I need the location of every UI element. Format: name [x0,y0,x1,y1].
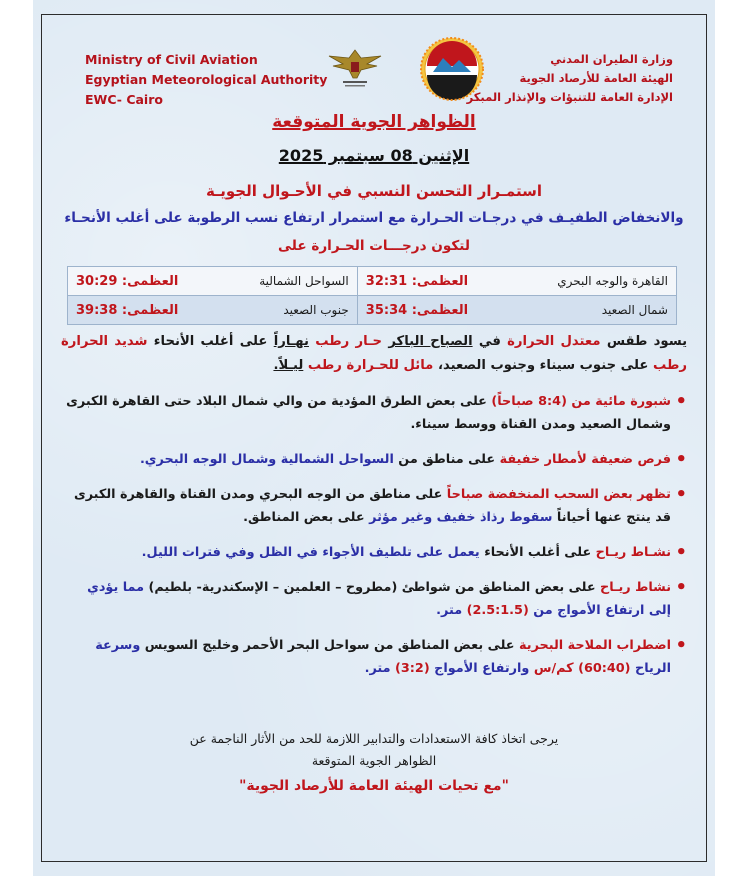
temp-value: 32:31 [365,273,408,289]
intro-paragraph: يسود طقس معتدل الحرارة في الصباح الباكر حـار رطب نهـاراً على أغلب الأنحاء شديد الحرارة رطب على جنوب سيناء وجنوب الصعيد، مائل للحـرارة رطب ليـلاً. [61,334,688,373]
bulletin-title: الظواهر الجوية المتوقعة [272,112,476,132]
left-margin [0,0,33,876]
temp-value: 35:34 [365,302,408,318]
department-ar: الإدارة العامة للتنبؤات والإنذار المبكر [466,90,673,104]
region-name: السواحل الشمالية [259,274,349,288]
temp-cell [68,267,358,296]
temp-cell [68,296,358,325]
list-item: • شبورة مائية من (8:4 صباحاً) على بعض الطرق المؤدية من والي شمال البلاد حتى القاهرة الكبرى وشمال الصعيد ومدن القناة ووسط سيناء. [61,390,687,436]
table-row [68,267,677,296]
temp-value: 30:29 [76,273,118,289]
closing-note: يرجى اتخاذ كافة الاستعدادات والتدابير اللازمة للحد من الأثار الناجمة عن الظواهر الجوية المتوقعة [189,731,559,768]
temperature-table [67,266,677,325]
bulletin-page [33,0,715,876]
region-name: القاهرة والوجه البحري [557,274,668,288]
header-english [85,50,327,110]
center-en: EWC- Cairo [85,92,163,107]
authority-greeting: "مع تحيات الهيئة العامة للأرصاد الجوية" [239,778,509,794]
list-item: • اضطراب الملاحة البحرية على بعض المناطق من سواحل البحر الأحمر وخليج السويس وسرعة الرياح (60:40) كم/س وارتفاع الأمواج (3:2) متر. [61,634,687,680]
bulletin-date: الإثنين 08 سبتمبر 2025 [278,146,470,165]
max-label: العظمى: [121,302,179,318]
list-item: • نشـاط ريـاح على أغلب الأنحاء يعمل على تلطيف الأجواء في الظل وفي فترات الليل. [61,541,687,564]
right-margin [715,0,750,876]
temp-value: 39:38 [76,302,118,318]
list-item: • فرص ضعيفة لأمطار خفيفة على مناطق من السواحل الشمالية وشمال الوجه البحري. [61,448,687,471]
headline-line-3: لتكون درجـــات الحـرارة على [278,238,470,254]
region-name: شمال الصعيد [601,303,668,317]
civil-aviation-logo-icon [325,44,385,92]
headline-line-2: والانخفاض الطفيـف في درجـات الحـرارة مع استمرار ارتفاع نسب الرطوبة على أغلب الأنحـاء [64,210,684,226]
max-label: العظمى: [411,273,469,289]
list-item: • تظهر بعض السحب المنخفضة صباحاً على مناطق من الوجه البحري ومدن القناة والقاهرة الكبرى قد ينتج عنها أحياناً سقوط رذاذ خفيف وغير مؤثر على بعض المناطق. [61,483,687,529]
max-label: العظمى: [121,273,179,289]
forecast-list [61,390,687,692]
ministry-en: Ministry of Civil Aviation [85,52,258,67]
temp-cell [357,267,676,296]
ministry-ar: وزارة الطيران المدني [550,52,673,66]
temp-cell [357,296,676,325]
headline-line-1: استمـرار التحسن النسبي في الأحـوال الجويـة [206,182,542,200]
region-name: جنوب الصعيد [283,303,349,317]
list-item: • نشاط ريـاح على بعض المناطق من شواطئ (مطروح – العلمين – الإسكندرية- بلطيم) مما يؤدي إلى ارتفاع الأمواج من (2.5:1.5) متر. [61,576,687,622]
authority-ar: الهيئة العامة للأرصاد الجوية [519,71,673,85]
header-arabic [467,50,673,107]
table-row [68,296,677,325]
max-label: العظمى: [411,302,469,318]
authority-en: Egyptian Meteorological Authority [85,72,328,87]
